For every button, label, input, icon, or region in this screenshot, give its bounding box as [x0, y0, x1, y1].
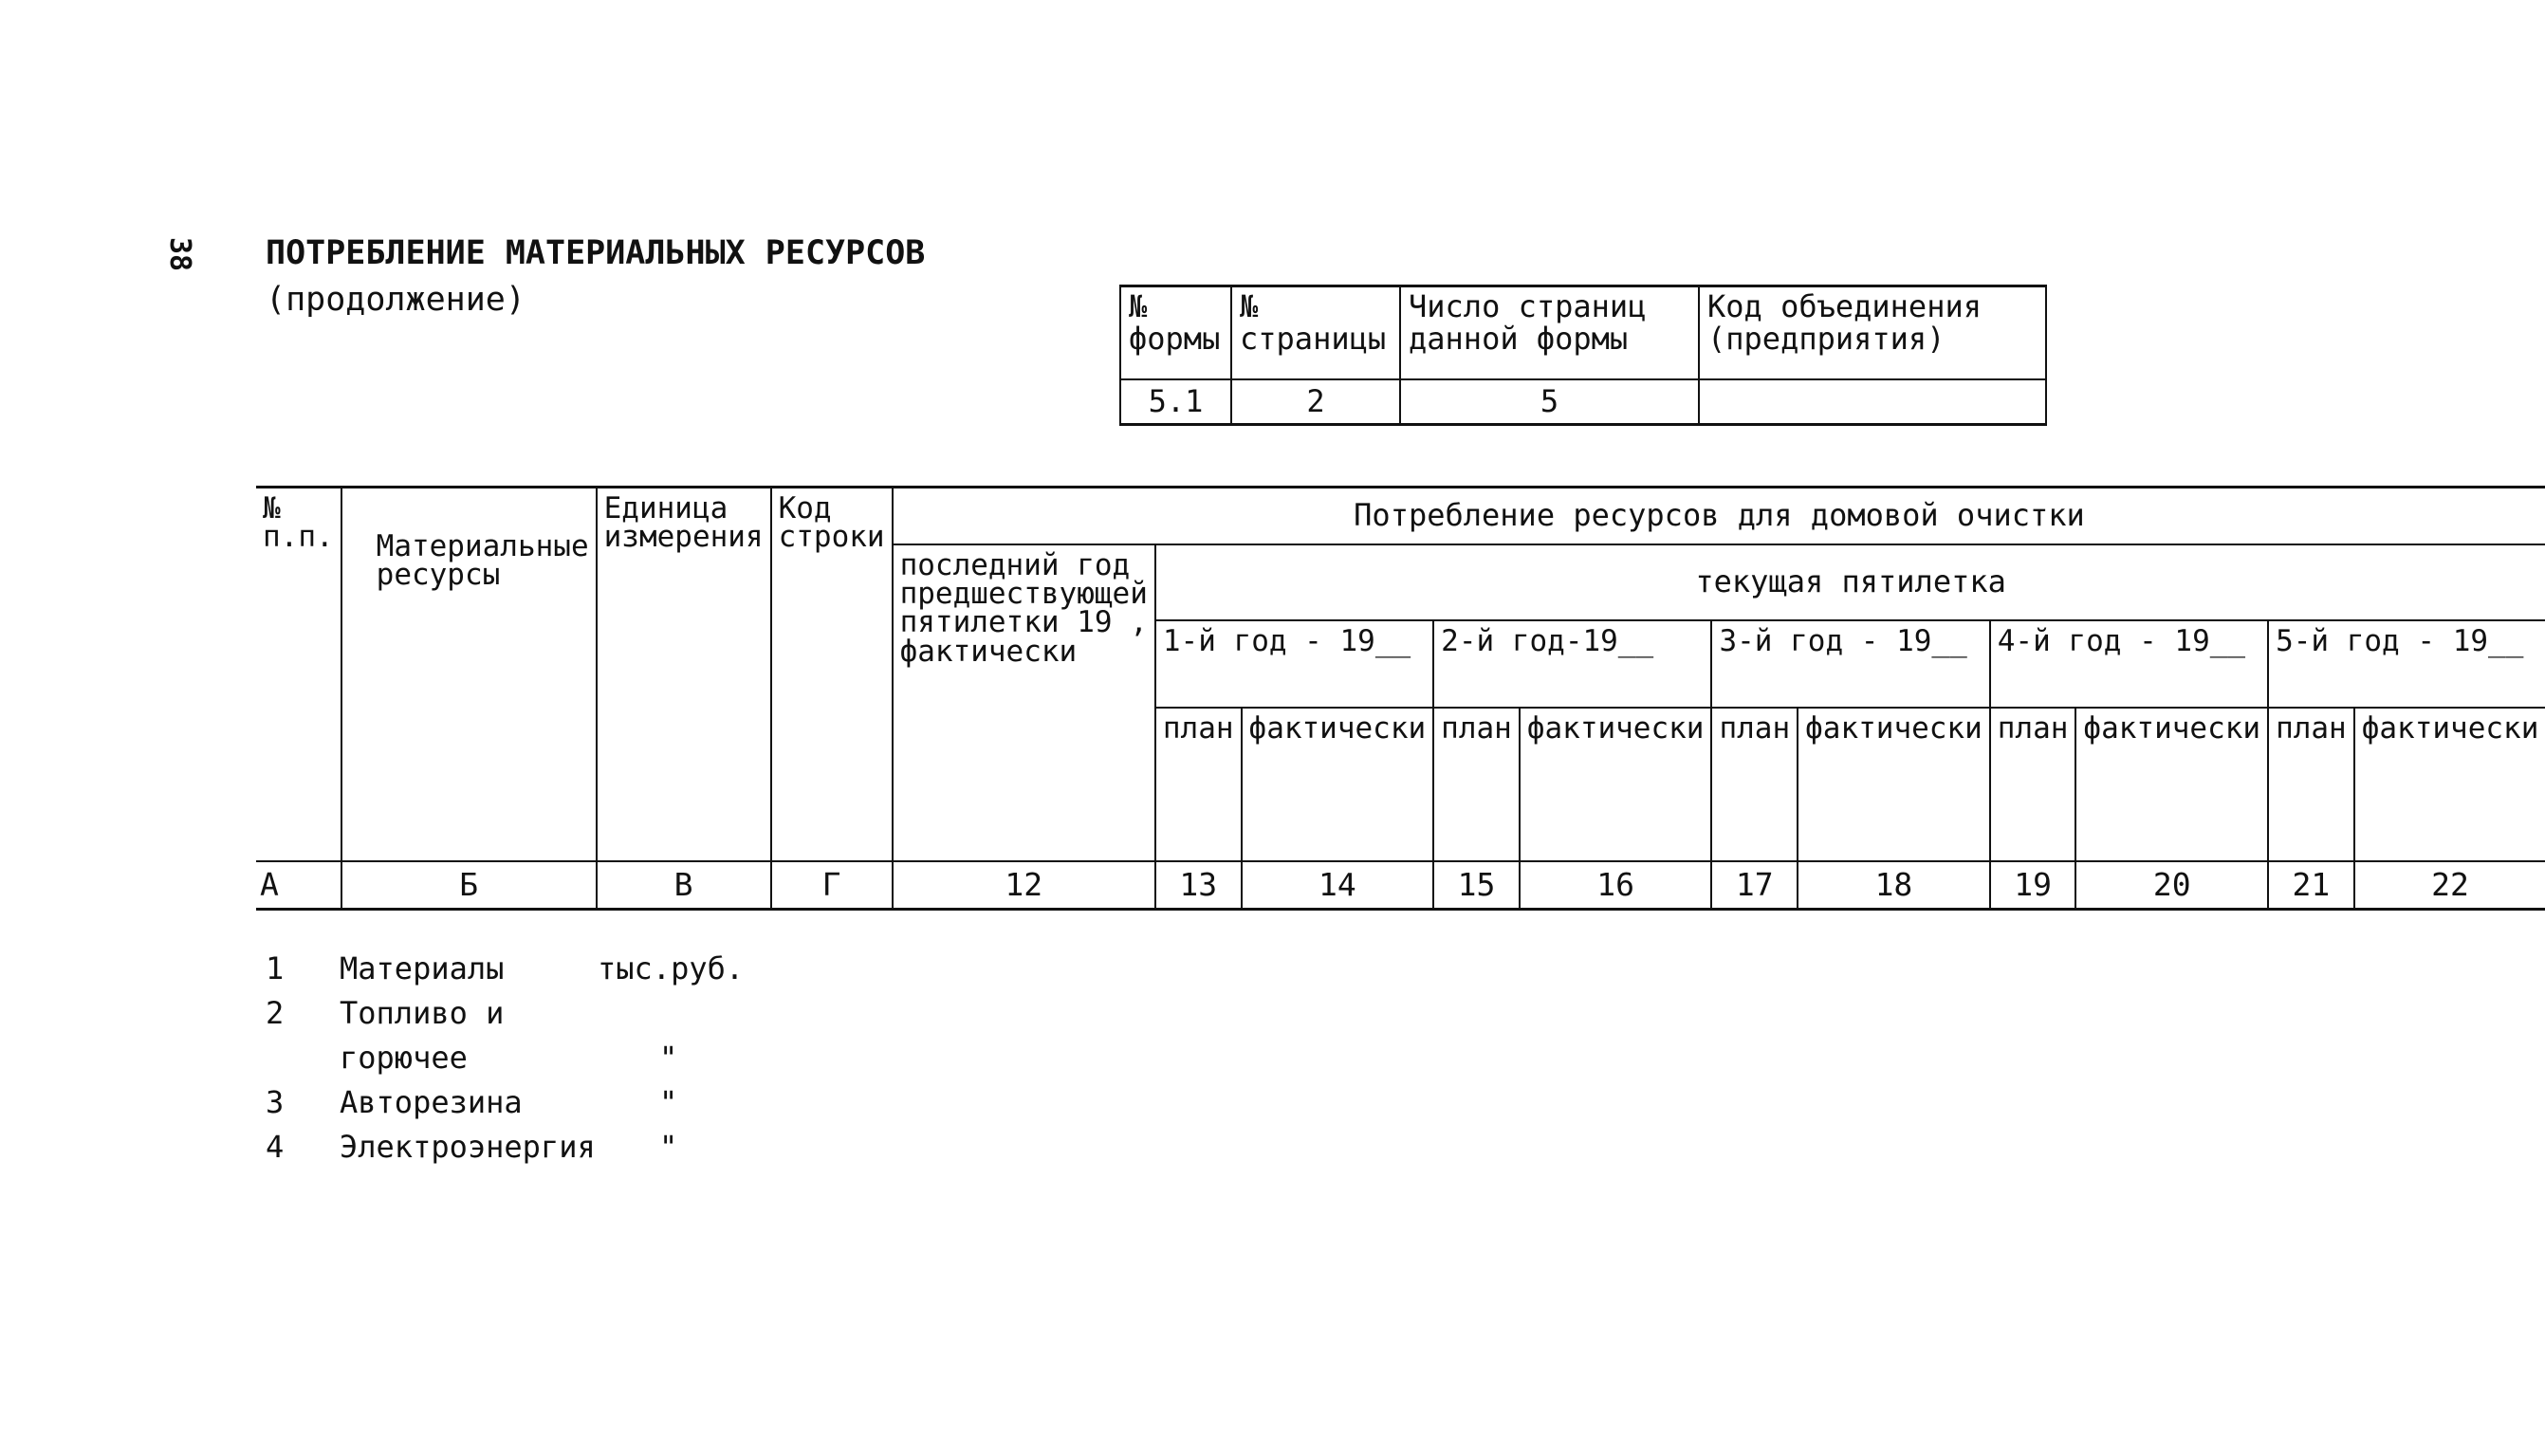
header-unit: Единица измерения: [597, 488, 771, 861]
resources-table: [256, 486, 2545, 911]
row-number: 1: [266, 950, 285, 986]
header-y3-plan: план: [1711, 708, 1798, 861]
header-year-1: 1-й год - 19__: [1155, 620, 1433, 708]
header-y3-fact: фактически: [1798, 708, 1990, 861]
col-number-14: 14: [1242, 861, 1434, 910]
header-code: Код строки: [771, 488, 893, 861]
header-y2-plan: план: [1433, 708, 1520, 861]
row-number: 2: [266, 995, 285, 1031]
col-number-19: 19: [1990, 861, 2076, 910]
meta-header-form: № формы: [1120, 286, 1231, 379]
header-y2-fact: фактически: [1520, 708, 1712, 861]
row-name: Материалы: [340, 950, 505, 986]
header-year-4: 4-й год - 19__: [1990, 620, 2268, 708]
header-resources: Материальные ресурсы: [341, 488, 597, 861]
header-year-3: 3-й год - 19__: [1711, 620, 1989, 708]
row-name: Авторезина: [340, 1084, 523, 1120]
row-number: 4: [266, 1129, 285, 1165]
col-number-22: 22: [2354, 861, 2545, 910]
col-number-16: 16: [1520, 861, 1712, 910]
col-number-21: 21: [2268, 861, 2354, 910]
meta-value-form: 5.1: [1120, 379, 1231, 425]
meta-value-page: 2: [1231, 379, 1400, 425]
col-letter-a: А: [256, 861, 341, 910]
col-letter-g: Г: [771, 861, 893, 910]
meta-header-org-code: Код объединения (предприятия): [1699, 286, 2046, 379]
page-number: 38: [163, 237, 196, 272]
page-subtitle: (продолжение): [266, 281, 526, 319]
row-unit: тыс.руб.: [598, 950, 745, 986]
meta-value-pages-count: 5: [1400, 379, 1699, 425]
col-number-17: 17: [1711, 861, 1798, 910]
header-y4-fact: фактически: [2075, 708, 2268, 861]
header-y4-plan: план: [1990, 708, 2076, 861]
col-number-15: 15: [1433, 861, 1520, 910]
col-number-20: 20: [2075, 861, 2268, 910]
header-y5-fact: фактически: [2354, 708, 2545, 861]
row-name: Топливо и: [340, 995, 505, 1031]
row-unit: ": [659, 1040, 678, 1076]
header-y1-fact: фактически: [1242, 708, 1434, 861]
header-year-5: 5-й год - 19__: [2268, 620, 2545, 708]
header-y1-plan: план: [1155, 708, 1242, 861]
header-current-plan: текущая пятилетка: [1155, 544, 2545, 620]
meta-value-org-code: [1699, 379, 2046, 425]
col-number-18: 18: [1798, 861, 1990, 910]
header-y5-plan: план: [2268, 708, 2354, 861]
header-no: № п.п.: [256, 488, 341, 861]
header-prev-year: последний год предшествующей пятилетки 19 , фактически: [893, 544, 1155, 861]
row-number: 3: [266, 1084, 285, 1120]
meta-header-page: № страницы: [1231, 286, 1400, 379]
col-letter-v: В: [597, 861, 771, 910]
header-consumption-group: Потребление ресурсов для домовой очистки: [893, 488, 2545, 544]
form-meta-table: [1119, 285, 2047, 426]
header-year-2: 2-й год-19__: [1433, 620, 1711, 708]
page-title: ПОТРЕБЛЕНИЕ МАТЕРИАЛЬНЫХ РЕСУРСОВ: [266, 234, 926, 272]
row-unit: ": [659, 1129, 678, 1165]
meta-header-pages-count: Число страниц данной формы: [1400, 286, 1699, 379]
row-name: горючее: [340, 1040, 468, 1076]
row-name: Электроэнергия: [340, 1129, 596, 1165]
col-letter-b: Б: [341, 861, 597, 910]
row-unit: ": [659, 1084, 678, 1120]
col-number-12: 12: [893, 861, 1155, 910]
col-number-13: 13: [1155, 861, 1242, 910]
